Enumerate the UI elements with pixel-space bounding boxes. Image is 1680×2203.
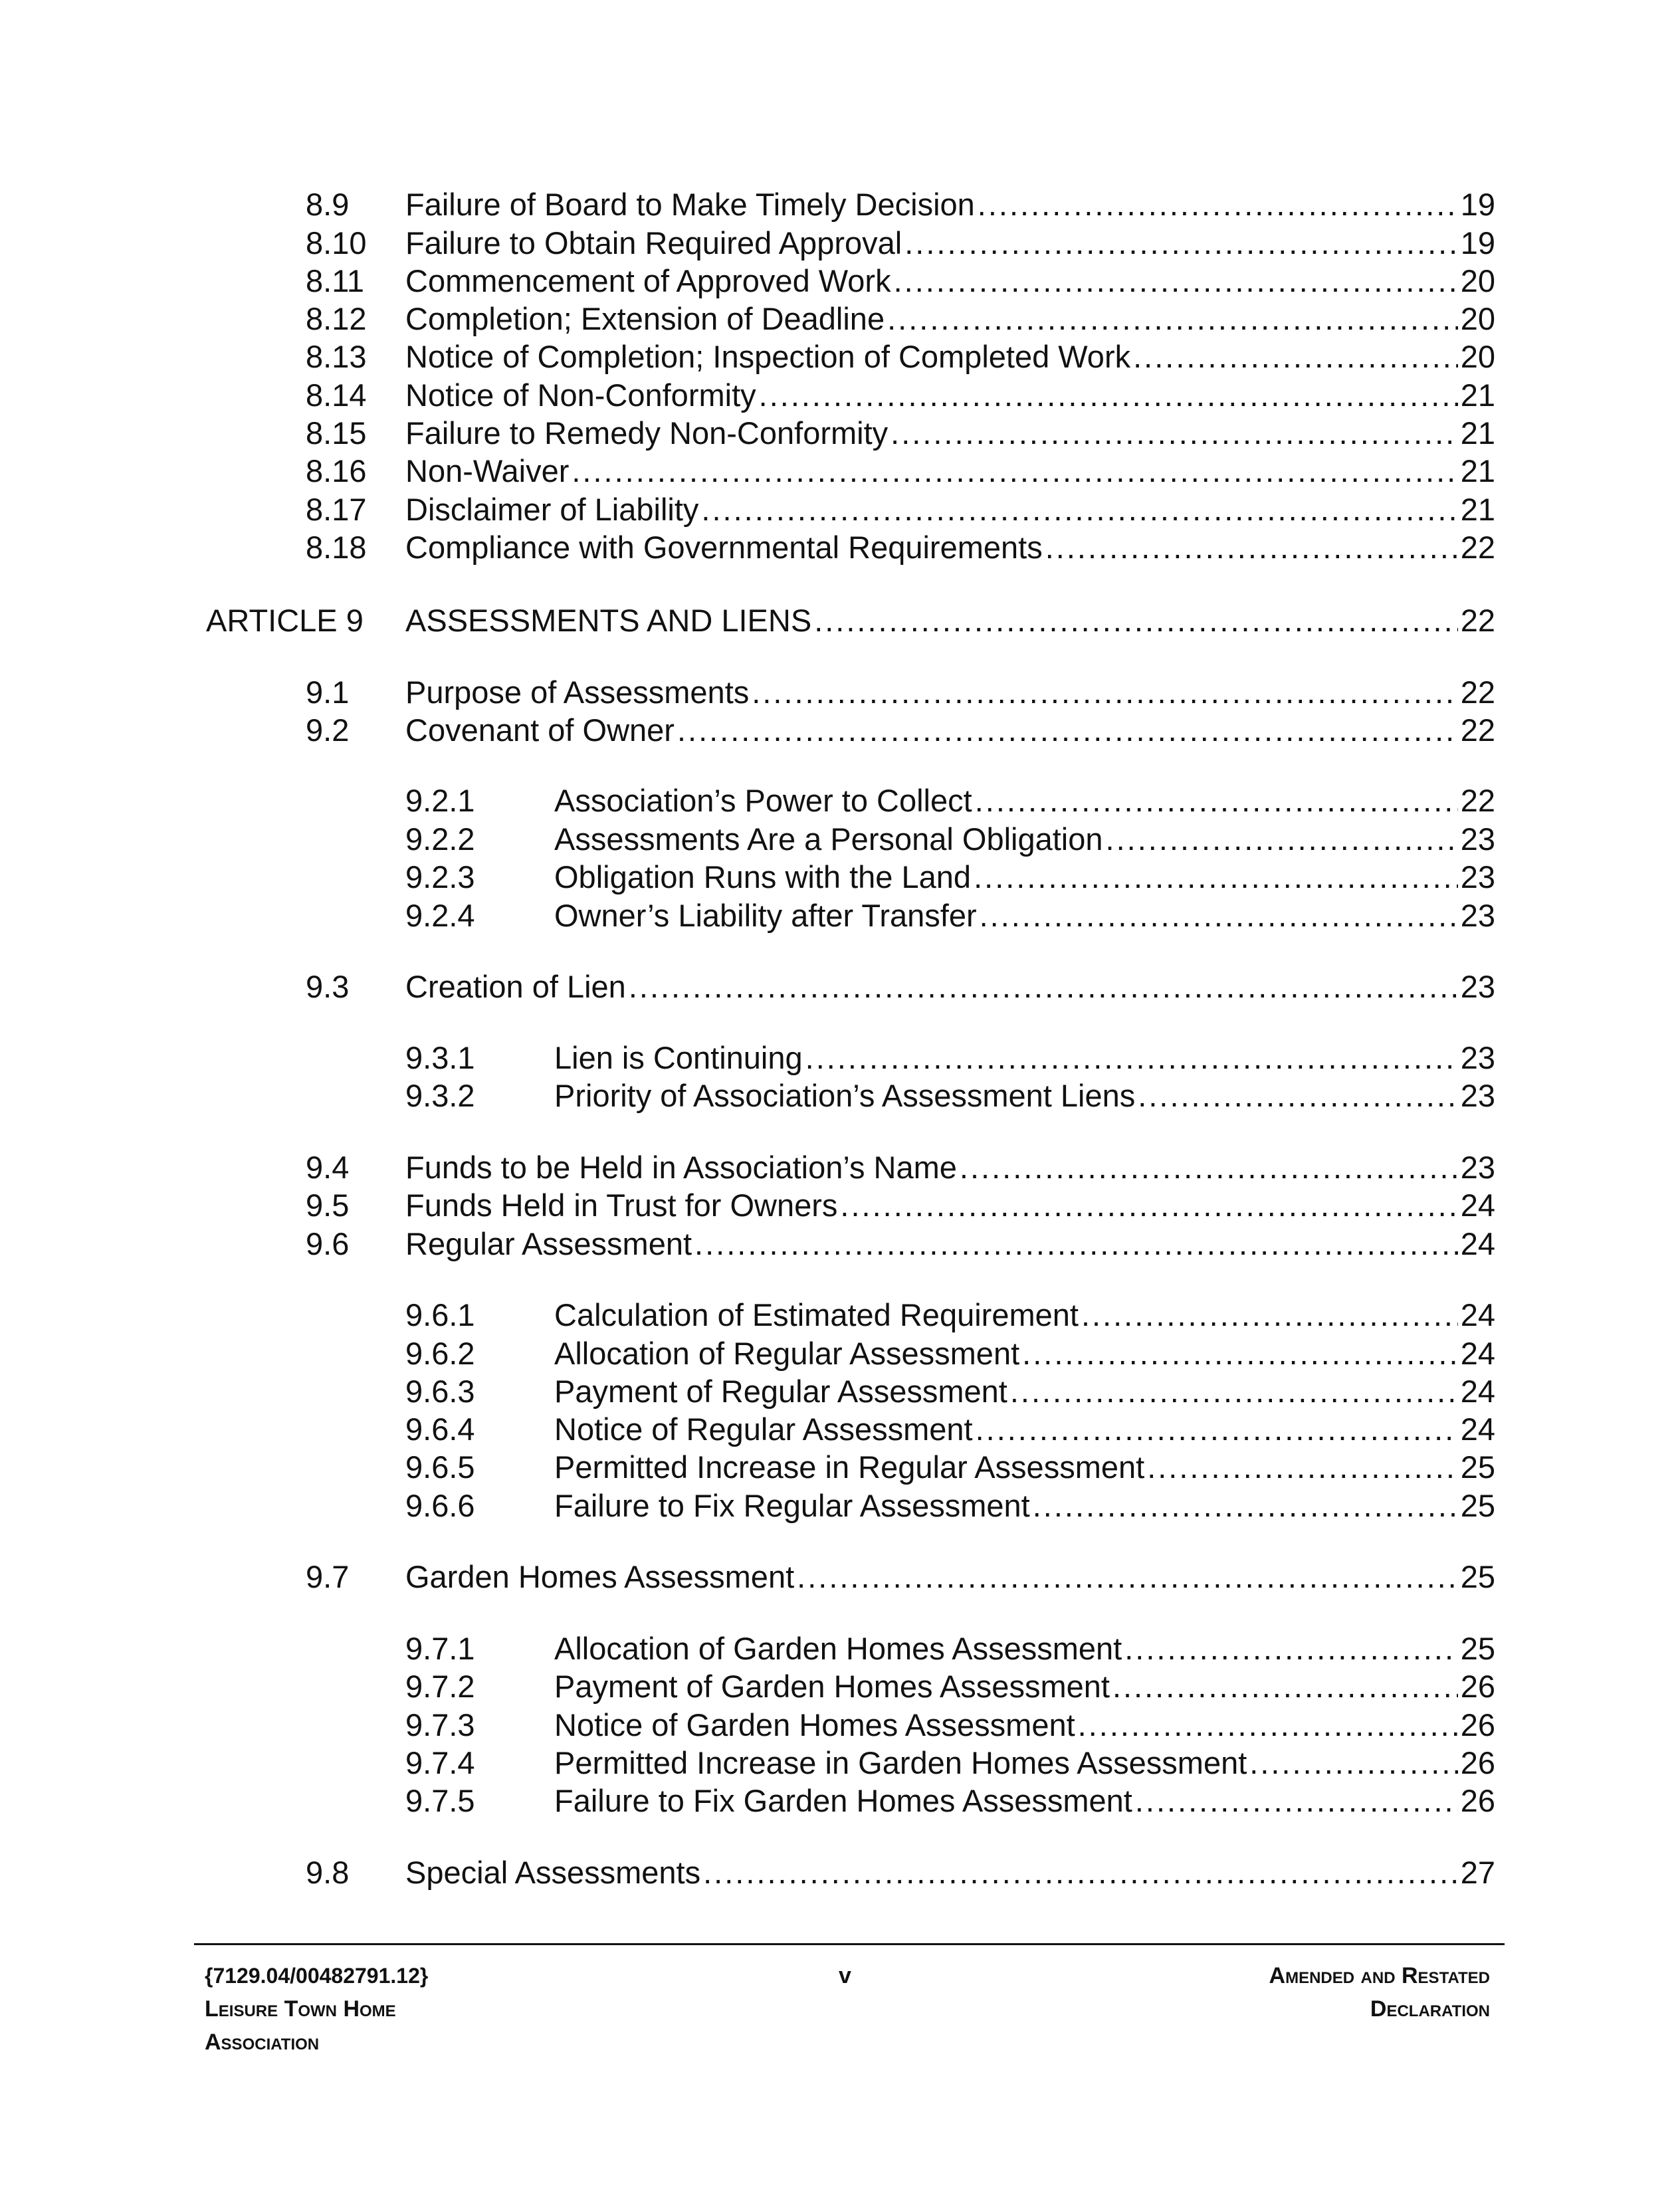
section-title: Non-Waiver [405,453,570,488]
subsection-number: 9.6.6 [405,1488,475,1523]
page-number: 24 [1460,1336,1495,1371]
footer-doc-title-line1: Amended and Restated [1269,1963,1490,1988]
page-number: 24 [1460,1188,1495,1223]
toc-subentry [405,1448,1495,1487]
subsection-number: 9.7.2 [405,1669,475,1704]
dot-leader [1010,1372,1458,1411]
dot-leader [1022,1334,1458,1373]
subsection-number: 9.6.4 [405,1412,475,1447]
document-code: {7129.04/00482791.12} [205,1964,429,1988]
footer-page-number: v [839,1963,851,1988]
page-number: 24 [1460,1412,1495,1447]
toc-subentry [405,1334,1495,1373]
toc-entry [306,300,1495,338]
dot-leader [904,224,1458,262]
subsection-title: Payment of Garden Homes Assessment [554,1669,1110,1704]
footer-doc-title-line2: Declaration [1370,1996,1490,2022]
subsection-title: Priority of Association’s Assessment Liens [554,1078,1136,1113]
page-number: 25 [1460,1488,1495,1523]
page-number: 23 [1460,821,1495,857]
subsection-title: Allocation of Regular Assessment [554,1336,1020,1371]
page-number: 22 [1460,530,1495,565]
toc-subentry [405,1372,1495,1411]
page-number: 19 [1460,187,1495,222]
section-number: 9.6 [306,1226,350,1261]
toc-subentry [405,896,1495,935]
toc-subentry [405,1410,1495,1449]
toc-entry [306,376,1495,415]
subsection-number: 9.2.1 [405,783,475,818]
page-number: 23 [1460,1150,1495,1185]
page-number: 21 [1460,492,1495,527]
toc-subentry [405,1296,1495,1334]
toc-entry [306,414,1495,453]
dot-leader [797,1558,1458,1596]
toc-entry [306,262,1495,300]
toc-article-heading [206,601,1495,640]
subsection-title: Payment of Regular Assessment [554,1374,1007,1409]
section-number: 9.7 [306,1559,350,1594]
dot-leader [975,782,1458,820]
toc-subentry [405,1667,1495,1706]
toc-entry [306,1853,1495,1892]
subsection-number: 9.7.3 [405,1707,475,1742]
dot-leader [814,601,1458,640]
subsection-title: Failure to Fix Garden Homes Assessment [554,1783,1132,1818]
dot-leader [1147,1448,1458,1487]
page-number: 23 [1460,1078,1495,1113]
footer-org-line2: Association [205,2030,320,2055]
page-number: 23 [1460,1040,1495,1075]
dot-leader [752,673,1457,712]
section-title: Special Assessments [405,1855,701,1890]
dot-leader [1045,528,1458,567]
dot-leader [759,376,1458,415]
subsection-title: Assessments Are a Personal Obligation [554,821,1103,857]
section-number: 9.4 [306,1150,350,1185]
subsection-number: 9.2.3 [405,859,475,894]
page-number: 20 [1460,339,1495,374]
subsection-number: 9.6.2 [405,1336,475,1371]
toc-entry [306,711,1495,750]
section-number: 8.15 [306,415,367,451]
dot-leader [1138,1077,1457,1115]
dot-leader [1033,1487,1458,1525]
subsection-number: 9.2.4 [405,898,475,933]
toc-subentry [405,1077,1495,1115]
dot-leader [1249,1744,1457,1782]
section-number: 8.14 [306,377,367,413]
subsection-number: 9.7.4 [405,1745,475,1780]
section-number: 8.11 [306,263,364,298]
page-number: 24 [1460,1226,1495,1261]
toc-subentry [405,782,1495,820]
dot-leader [1106,820,1458,859]
section-title: Failure to Remedy Non-Conformity [405,415,889,451]
dot-leader [1112,1667,1458,1706]
toc-entry [306,224,1495,262]
section-number: 8.13 [306,339,367,374]
section-number: 8.12 [306,301,367,336]
section-number: 8.18 [306,530,367,565]
toc-entry [306,185,1495,224]
page-number: 20 [1460,263,1495,298]
dot-leader [978,185,1458,224]
toc-entry [306,338,1495,376]
subsection-title: Lien is Continuing [554,1040,803,1075]
dot-leader [960,1148,1458,1187]
section-title: Completion; Extension of Deadline [405,301,885,336]
footer-left-block [205,1959,428,2059]
subsection-number: 9.7.5 [405,1783,475,1818]
page-number: 21 [1460,377,1495,413]
toc-entry [306,528,1495,567]
toc-entry [306,490,1495,529]
dot-leader [572,452,1457,490]
dot-leader [980,896,1458,935]
dot-leader [1124,1629,1457,1668]
dot-leader [629,968,1458,1006]
page-number: 21 [1460,415,1495,451]
section-number: 9.8 [306,1855,350,1890]
page-number: 22 [1460,675,1495,710]
section-number: 8.9 [306,187,350,222]
page-number: 23 [1460,898,1495,933]
section-title: Purpose of Assessments [405,675,750,710]
section-title: Creation of Lien [405,969,626,1004]
page-number: 26 [1460,1783,1495,1818]
toc-entry [306,1225,1495,1263]
toc-subentry [405,1744,1495,1782]
subsection-title: Notice of Regular Assessment [554,1412,973,1447]
page-number: 26 [1460,1669,1495,1704]
page-number: 23 [1460,859,1495,894]
page-number: 22 [1460,783,1495,818]
page-number: 25 [1460,1631,1495,1666]
dot-leader [701,490,1457,529]
dot-leader [891,414,1458,453]
page-number: 25 [1460,1559,1495,1594]
subsection-number: 9.2.2 [405,821,475,857]
dot-leader [805,1039,1458,1077]
section-title: Disclaimer of Liability [405,492,699,527]
section-title: Compliance with Governmental Requirements [405,530,1043,565]
dot-leader [1135,1782,1458,1820]
subsection-title: Notice of Garden Homes Assessment [554,1707,1075,1742]
dot-leader [694,1225,1458,1263]
dot-leader [677,711,1458,750]
toc-entry [306,1148,1495,1187]
section-title: Funds Held in Trust for Owners [405,1188,838,1223]
footer-org-line1: Leisure Town Home [205,1996,396,2022]
subsection-title: Failure to Fix Regular Assessment [554,1488,1030,1523]
section-title: Notice of Completion; Inspection of Completed Work [405,339,1131,374]
toc-entry [306,452,1495,490]
page-number: 26 [1460,1745,1495,1780]
page-number: 22 [1460,712,1495,748]
page-number: 26 [1460,1707,1495,1742]
footer-right-block [1269,1959,1490,2026]
toc-subentry [405,858,1495,896]
section-number: 9.3 [306,969,350,1004]
page-number: 21 [1460,453,1495,488]
section-number: 8.10 [306,225,367,261]
section-number: 9.5 [306,1188,350,1223]
subsection-number: 9.6.3 [405,1374,475,1409]
section-title: Commencement of Approved Work [405,263,891,298]
toc-subentry [405,1039,1495,1077]
toc-entry [306,1558,1495,1596]
dot-leader [1078,1706,1458,1744]
page-number: 23 [1460,969,1495,1004]
page-number: 27 [1460,1855,1495,1890]
subsection-title: Permitted Increase in Garden Homes Assessment [554,1745,1247,1780]
page-number: 25 [1460,1449,1495,1485]
section-number: 8.17 [306,492,367,527]
section-title: Failure of Board to Make Timely Decision [405,187,975,222]
subsection-title: Allocation of Garden Homes Assessment [554,1631,1122,1666]
subsection-title: Permitted Increase in Regular Assessment [554,1449,1145,1485]
section-number: 9.1 [306,675,350,710]
dot-leader [974,858,1458,896]
section-number: 9.2 [306,712,350,748]
toc-subentry [405,1487,1495,1525]
subsection-title: Calculation of Estimated Requirement [554,1297,1079,1332]
page-number: 22 [1460,603,1495,638]
toc-subentry [405,820,1495,859]
toc-subentry [405,1782,1495,1820]
article-title: ASSESSMENTS AND LIENS [405,603,812,638]
toc-entry [306,968,1495,1006]
toc-subentry [405,1706,1495,1744]
dot-leader [840,1186,1457,1225]
section-title: Failure to Obtain Required Approval [405,225,902,261]
subsection-title: Owner’s Liability after Transfer [554,898,977,933]
subsection-number: 9.6.5 [405,1449,475,1485]
section-title: Regular Assessment [405,1226,692,1261]
dot-leader [703,1853,1458,1892]
page-number: 24 [1460,1297,1495,1332]
dot-leader [976,1410,1458,1449]
subsection-number: 9.7.1 [405,1631,475,1666]
section-title: Notice of Non-Conformity [405,377,756,413]
article-number: ARTICLE 9 [206,603,364,638]
dot-leader [1081,1296,1458,1334]
toc-subentry [405,1629,1495,1668]
toc-entry [306,1186,1495,1225]
section-title: Covenant of Owner [405,712,675,748]
footer-divider [194,1943,1505,1945]
subsection-number: 9.3.2 [405,1078,475,1113]
page-number: 24 [1460,1374,1495,1409]
subsection-title: Obligation Runs with the Land [554,859,972,894]
dot-leader [894,262,1458,300]
toc-entry [306,673,1495,712]
section-title: Garden Homes Assessment [405,1559,795,1594]
page-number: 19 [1460,225,1495,261]
subsection-title: Association’s Power to Collect [554,783,972,818]
section-number: 8.16 [306,453,367,488]
subsection-number: 9.6.1 [405,1297,475,1332]
section-title: Funds to be Held in Association’s Name [405,1150,957,1185]
subsection-number: 9.3.1 [405,1040,475,1075]
dot-leader [1133,338,1458,376]
dot-leader [887,300,1458,338]
page-number: 20 [1460,301,1495,336]
